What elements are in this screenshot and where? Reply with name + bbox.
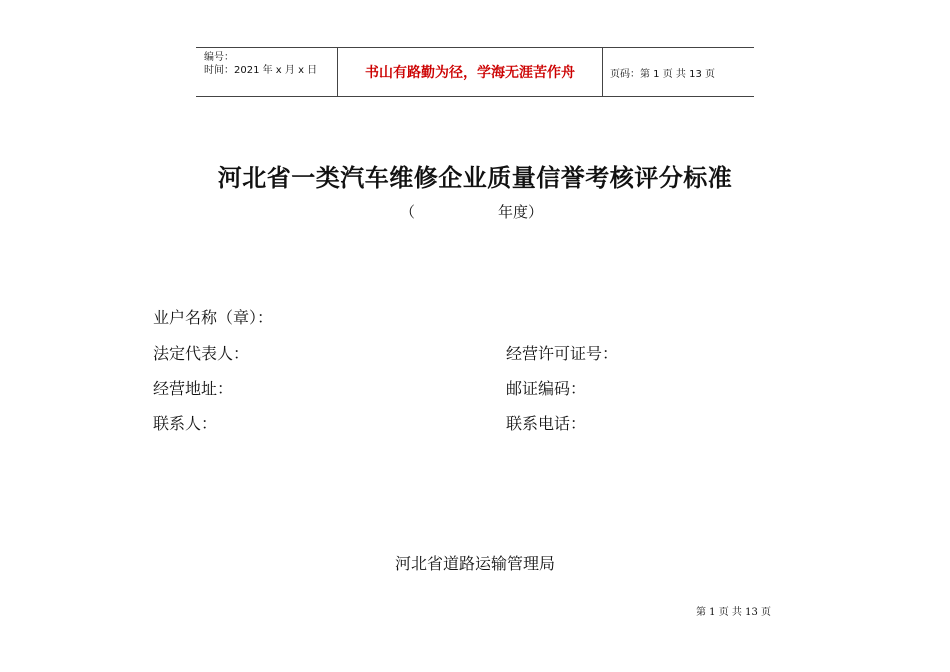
- document-header-table: [196, 47, 754, 97]
- subtitle-year-text: 年度）: [498, 203, 544, 221]
- legal-rep-field: 法定代表人：: [153, 344, 250, 363]
- page-number: 第 1 页 共 13 页: [696, 607, 771, 618]
- header-motto-cell: [338, 48, 603, 96]
- number-label: 编号：: [204, 52, 234, 63]
- subtitle-open-paren: （: [400, 203, 416, 221]
- page-info: 页码：第 1 页 共 13 页: [610, 68, 715, 80]
- postal-code-field: 邮证编码：: [506, 379, 587, 398]
- phone-field: 联系电话：: [506, 414, 587, 433]
- issuing-organization: 河北省道路运输管理局: [394, 554, 555, 573]
- motto-text: 书山有路勤为径，学海无涯苦作舟: [365, 65, 575, 81]
- header-page-cell: [603, 48, 754, 96]
- document-title: 河北省一类汽车维修企业质量信誉考核评分标准: [217, 163, 733, 192]
- time-label: 时间：2021 年 x 月 x 日: [204, 65, 318, 76]
- license-no-field: 经营许可证号：: [506, 344, 619, 363]
- contact-field: 联系人：: [153, 414, 218, 433]
- header-meta-cell: [196, 48, 338, 96]
- business-name-field: 业户名称（章）：: [153, 308, 274, 327]
- address-field: 经营地址：: [153, 379, 234, 398]
